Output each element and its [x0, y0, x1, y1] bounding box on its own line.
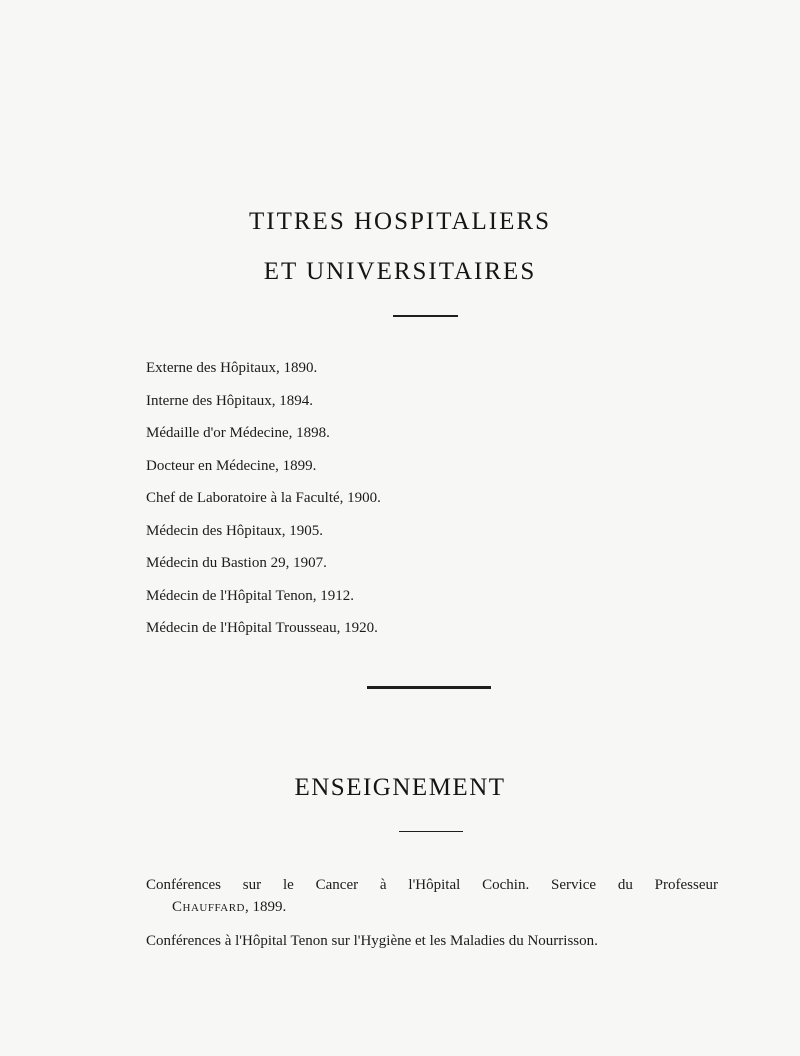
list-item: Médecin des Hôpitaux, 1905.	[146, 522, 324, 539]
list-item: Chef de Laboratoire à la Faculté, 1900.	[146, 490, 381, 506]
title-divider	[393, 315, 458, 317]
teaching-entry-1-year: , 1899.	[244, 899, 287, 915]
list-item: Externe des Hôpitaux, 1890.	[146, 360, 318, 376]
list-item: Médaille d'or Médecine, 1898.	[146, 425, 330, 441]
list-item: Médecin de l'Hôpital Trousseau, 1920.	[146, 620, 378, 636]
section-title-line-2: ET UNIVERSITAIRES	[263, 258, 537, 285]
section-title-line-1: TITRES HOSPITALIERS	[249, 208, 551, 235]
list-item: Interne des Hôpitaux, 1894.	[146, 392, 314, 409]
teaching-entries	[146, 874, 718, 952]
professor-name: Chauffard	[172, 899, 245, 915]
section-separator	[367, 686, 491, 689]
teaching-entry-1-line-2	[146, 896, 718, 918]
list-item: Médecin du Bastion 29, 1907.	[146, 555, 327, 571]
list-item: Docteur en Médecine, 1899.	[146, 457, 317, 474]
enseignement-divider	[399, 831, 463, 832]
teaching-entry-1-line-1: Conférences sur le Cancer à l'Hôpital Cochin. Service du Professeur	[146, 877, 718, 893]
list-item: Médecin de l'Hôpital Tenon, 1912.	[146, 587, 355, 604]
teaching-entry-2: Conférences à l'Hôpital Tenon sur l'Hygiène et les Maladies du Nourrisson.	[146, 933, 598, 949]
titles-list	[146, 356, 381, 649]
section-title-enseignement: ENSEIGNEMENT	[294, 774, 506, 801]
